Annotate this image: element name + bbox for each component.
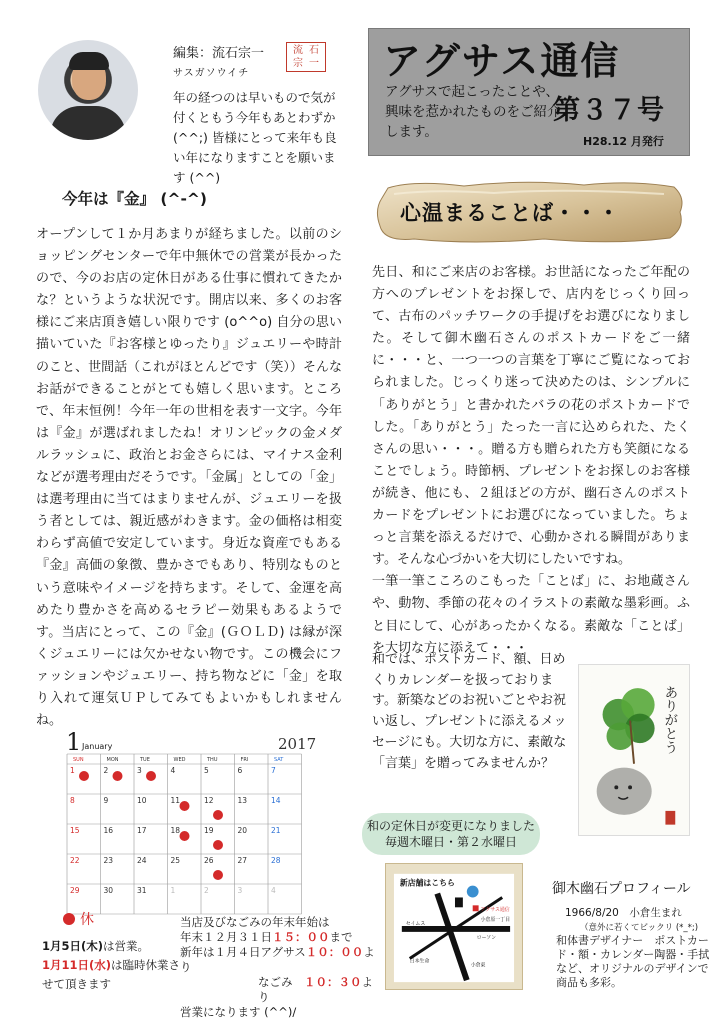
calendar-day: 11 <box>170 796 181 805</box>
seal-char: 一 <box>309 58 319 69</box>
right-article-heading: 心温まることば・・・ <box>400 201 620 225</box>
calendar-month: 1 <box>66 728 82 756</box>
calendar-day: 20 <box>237 826 248 835</box>
issue-number: 第３７号 <box>553 95 665 126</box>
hours-time: １０：００ <box>305 945 364 959</box>
calendar-day: 1 <box>70 766 75 775</box>
calendar-weekday: WED <box>173 757 186 763</box>
hours-line2 <box>180 930 380 945</box>
newsletter-title: アグサス通信 <box>383 39 621 83</box>
profile-job: 和体書デザイナー ポストカード・額・カレンダー陶器・手拭など、オリジナルのデザインで商品も多彩。 <box>556 934 710 989</box>
right-article-para2: 一筆一筆こころのこもった「ことば」に、お地蔵さんや、動物、季節の花々のイラストの素敵な墨彩画。ふと目にして、心があったかくなる。素敵な「ことば」を大切な方に添えて・・・ <box>372 574 690 656</box>
calendar-weekday: FRI <box>240 757 249 763</box>
map-title: 新店舗はこちら <box>399 878 455 888</box>
editor-reading: サスガソウイチ <box>173 68 250 79</box>
calendar-day: 22 <box>70 856 80 865</box>
closed-day-marker <box>180 801 190 811</box>
editor-name: 編集：流石宗一 <box>173 46 265 61</box>
holiday-hours <box>180 915 380 1020</box>
postcard-illustration <box>578 664 690 836</box>
issue-date: H28.12 月発行 <box>583 135 664 148</box>
calendar-day: 27 <box>237 856 248 865</box>
map-label-store: アグサス通信 <box>480 907 510 914</box>
left-article-heading: 今年は『金』 (^-^) <box>62 190 207 208</box>
hours-text: より <box>258 975 373 1004</box>
calendar-day: 2 <box>204 886 209 895</box>
hours-time: １５：００ <box>272 930 330 944</box>
calendar-day: 8 <box>70 796 75 805</box>
calendar-day: 26 <box>204 856 214 865</box>
calendar-day: 18 <box>170 826 181 835</box>
calendar-day: 4 <box>170 766 176 775</box>
closed-day-marker <box>146 771 156 781</box>
map-label: 小倉東 <box>470 962 486 969</box>
store-map <box>385 863 523 990</box>
closure-text2: は臨時休業させて頂きます <box>42 958 181 991</box>
calendar-day: 29 <box>70 886 80 895</box>
closed-day-marker <box>213 870 223 880</box>
holiday-marker-icon <box>63 913 75 925</box>
profile-birth: 1966/8/20 小倉生まれ <box>565 907 682 919</box>
calendar-day: 5 <box>204 766 209 775</box>
hours-text: 年末１２月３１日 <box>180 930 272 944</box>
calendar-day: 31 <box>137 886 147 895</box>
holiday-label: 休 <box>80 912 94 928</box>
right-article-para1: 先日、和にご来店のお客様。お世話になったご年配の方へのプレゼントをお探しで、店内をじっくり回って、古布のパッチワークの手提げをお選びになりました。そして御木幽石さんのポストカードをご一緒に・・・と、一つ一つの言葉を丁寧にご覧になっておられました。じっくり迷って決めたのは、シンプルに「ありがとう」と書かれたバラの花のポストカードでした。「ありがとう」たった一言に込められた、たくさんの思い・・・。贈る方も贈られた方も笑顔になることでしょう。時節柄、プレゼントをお探しのお客様が続き、他にも、２組ほどの方が、幽石さんのポストカードをプレゼントにお選びになっていました。ちょっと言葉を添えるだけで、心動かされる瞬間があります。そんな心づかいを大切にしたいですね。 <box>372 265 690 568</box>
calendar-day: 3 <box>237 886 243 895</box>
hours-text: より <box>180 945 375 974</box>
calendar-day: 17 <box>137 826 147 835</box>
closed-day-marker <box>213 840 223 850</box>
closing-day-notice <box>362 813 540 855</box>
calendar-weekday: THU <box>207 757 218 763</box>
closure-date1: 1月5日(木) <box>42 939 104 953</box>
calendar-month-name: January <box>82 742 113 751</box>
hours-line1: 当店及びなごみの年末年始は <box>180 915 330 929</box>
editor-photo <box>38 40 138 140</box>
closure-text1: は営業。 <box>103 939 150 953</box>
calendar-day: 19 <box>204 826 214 835</box>
calendar-year: 2017 <box>278 735 317 753</box>
hours-line5: 営業になります (^^)/ <box>180 1005 297 1019</box>
closed-day-marker <box>113 771 123 781</box>
calendar-day: 25 <box>170 856 181 865</box>
calendar-day: 3 <box>137 766 142 775</box>
postcard-text: ありがとう <box>661 685 678 754</box>
calendar-weekday: TUE <box>140 757 150 763</box>
calendar-day: 15 <box>70 826 80 835</box>
map-label: セイムス <box>405 921 426 928</box>
calendar-weekday: SUN <box>73 757 84 763</box>
calendar-grid <box>65 730 305 915</box>
closed-day-marker <box>79 771 89 781</box>
calendar-day: 12 <box>204 796 214 805</box>
calendar-day: 30 <box>103 886 114 895</box>
hours-text: まで <box>329 930 353 944</box>
calendar-day: 24 <box>137 856 147 865</box>
notice-line1: 和の定休日が変更になりました <box>366 819 535 833</box>
closure-notice <box>42 937 182 994</box>
calendar-day: 28 <box>271 856 281 865</box>
calendar-day: 16 <box>103 826 114 835</box>
profile-title: 御木幽石プロフィール <box>552 881 691 897</box>
newsletter-subtitle: アグサスで起こったことや、興味を惹かれたものをご紹介します。 <box>385 84 561 140</box>
calendar-day: 13 <box>237 796 248 805</box>
calendar-weekday: SAT <box>274 757 284 763</box>
closed-day-marker <box>213 810 223 820</box>
hours-line4 <box>180 975 380 1005</box>
calendar-day: 10 <box>137 796 147 805</box>
right-article-para3: 和では、ポストカード、額、日めくりカレンダーを扱っております。新築などのお祝いごとやお祝い返し、プレゼントに添えるメッセージにも。大切な方に、素敵な「言葉」を贈ってみませんか？ <box>372 652 567 771</box>
closure-date2: 1月11日(水) <box>42 958 112 972</box>
calendar-day: 7 <box>271 766 276 775</box>
editor-greeting: 年の経つのは早いもので気が付くともう今年もあとわずか (^^;) 皆様にとって来年も良い年になりますことを願います (^^) <box>173 90 337 185</box>
map-label: ローソン <box>476 934 497 941</box>
notice-line2: 毎週木曜日・第２水曜日 <box>384 835 517 849</box>
left-article-body: オープンして１か月あまりが経ちました。以前のショッピングセンターで年中無休での営業が長かったので、今のお店の定休日がある仕事に慣れてきたかな？というような状況です。開店以来、多くのお客様にご来店頂き嬉しい限りです (o^^o) 自分の思い描いていた『お客様とゆったり』ジュエリーや時計のこと、世間話（これがほとんどです（笑））そんなお話ができることがとても嬉しく思います。ところで、年末恒例！今年一年の世相を表す一文字。今年は『金』が選ばれましたね！オリンピックの金メダルラッシュに、政治とお金さらには、マイナス金利などが選考理由だそうです。「金属」としての「金」は選考理由に当てはまりませんが、ジュエリーを扱う者としては、親近感がわきます。金の価格は相変わらず高値で安定しています。身近な資産でもある『金』高価の象徴、豊かさでもあり、特別なものという意味やイメージを持ちます。そして、金運を高めたり豊かさを高めるセラピー効果もあるようです。当店にとって、この『金』(ＧＯＬＤ) は縁が深くジュエリーには欠かせない物です。この機会にファッションやジュエリー、持ち物などに「金」を取り入れて運気ＵＰしてみてもよいかもしれませんね。 <box>36 227 342 729</box>
map-label: 小倉原一丁目 <box>480 917 511 924</box>
calendar-weekday: MON <box>106 757 119 763</box>
editor-seal <box>286 42 326 72</box>
hours-line3 <box>180 945 380 975</box>
calendar-day: 2 <box>103 766 109 775</box>
right-article-body <box>372 262 690 660</box>
calendar-day: 4 <box>271 886 276 895</box>
closed-day-marker <box>180 831 190 841</box>
hours-text: 新年は１月４日アグサス <box>180 945 306 959</box>
calendar-day: 23 <box>103 856 114 865</box>
calendar-day: 6 <box>237 766 243 775</box>
calendar-day: 1 <box>170 886 176 895</box>
calendar-day: 14 <box>271 796 281 805</box>
seal-char: 石 <box>309 45 319 56</box>
hours-time: １０：３０ <box>304 975 362 989</box>
calendar-day: 9 <box>103 796 109 805</box>
calendar-day: 21 <box>271 826 281 835</box>
seal-char: 宗 <box>293 58 303 69</box>
profile-note: （意外に若くてビックリ (*_*;) <box>580 923 699 933</box>
hours-text: なごみ <box>258 975 293 989</box>
map-label: 日本生命 <box>409 958 430 965</box>
seal-char: 流 <box>293 45 303 56</box>
